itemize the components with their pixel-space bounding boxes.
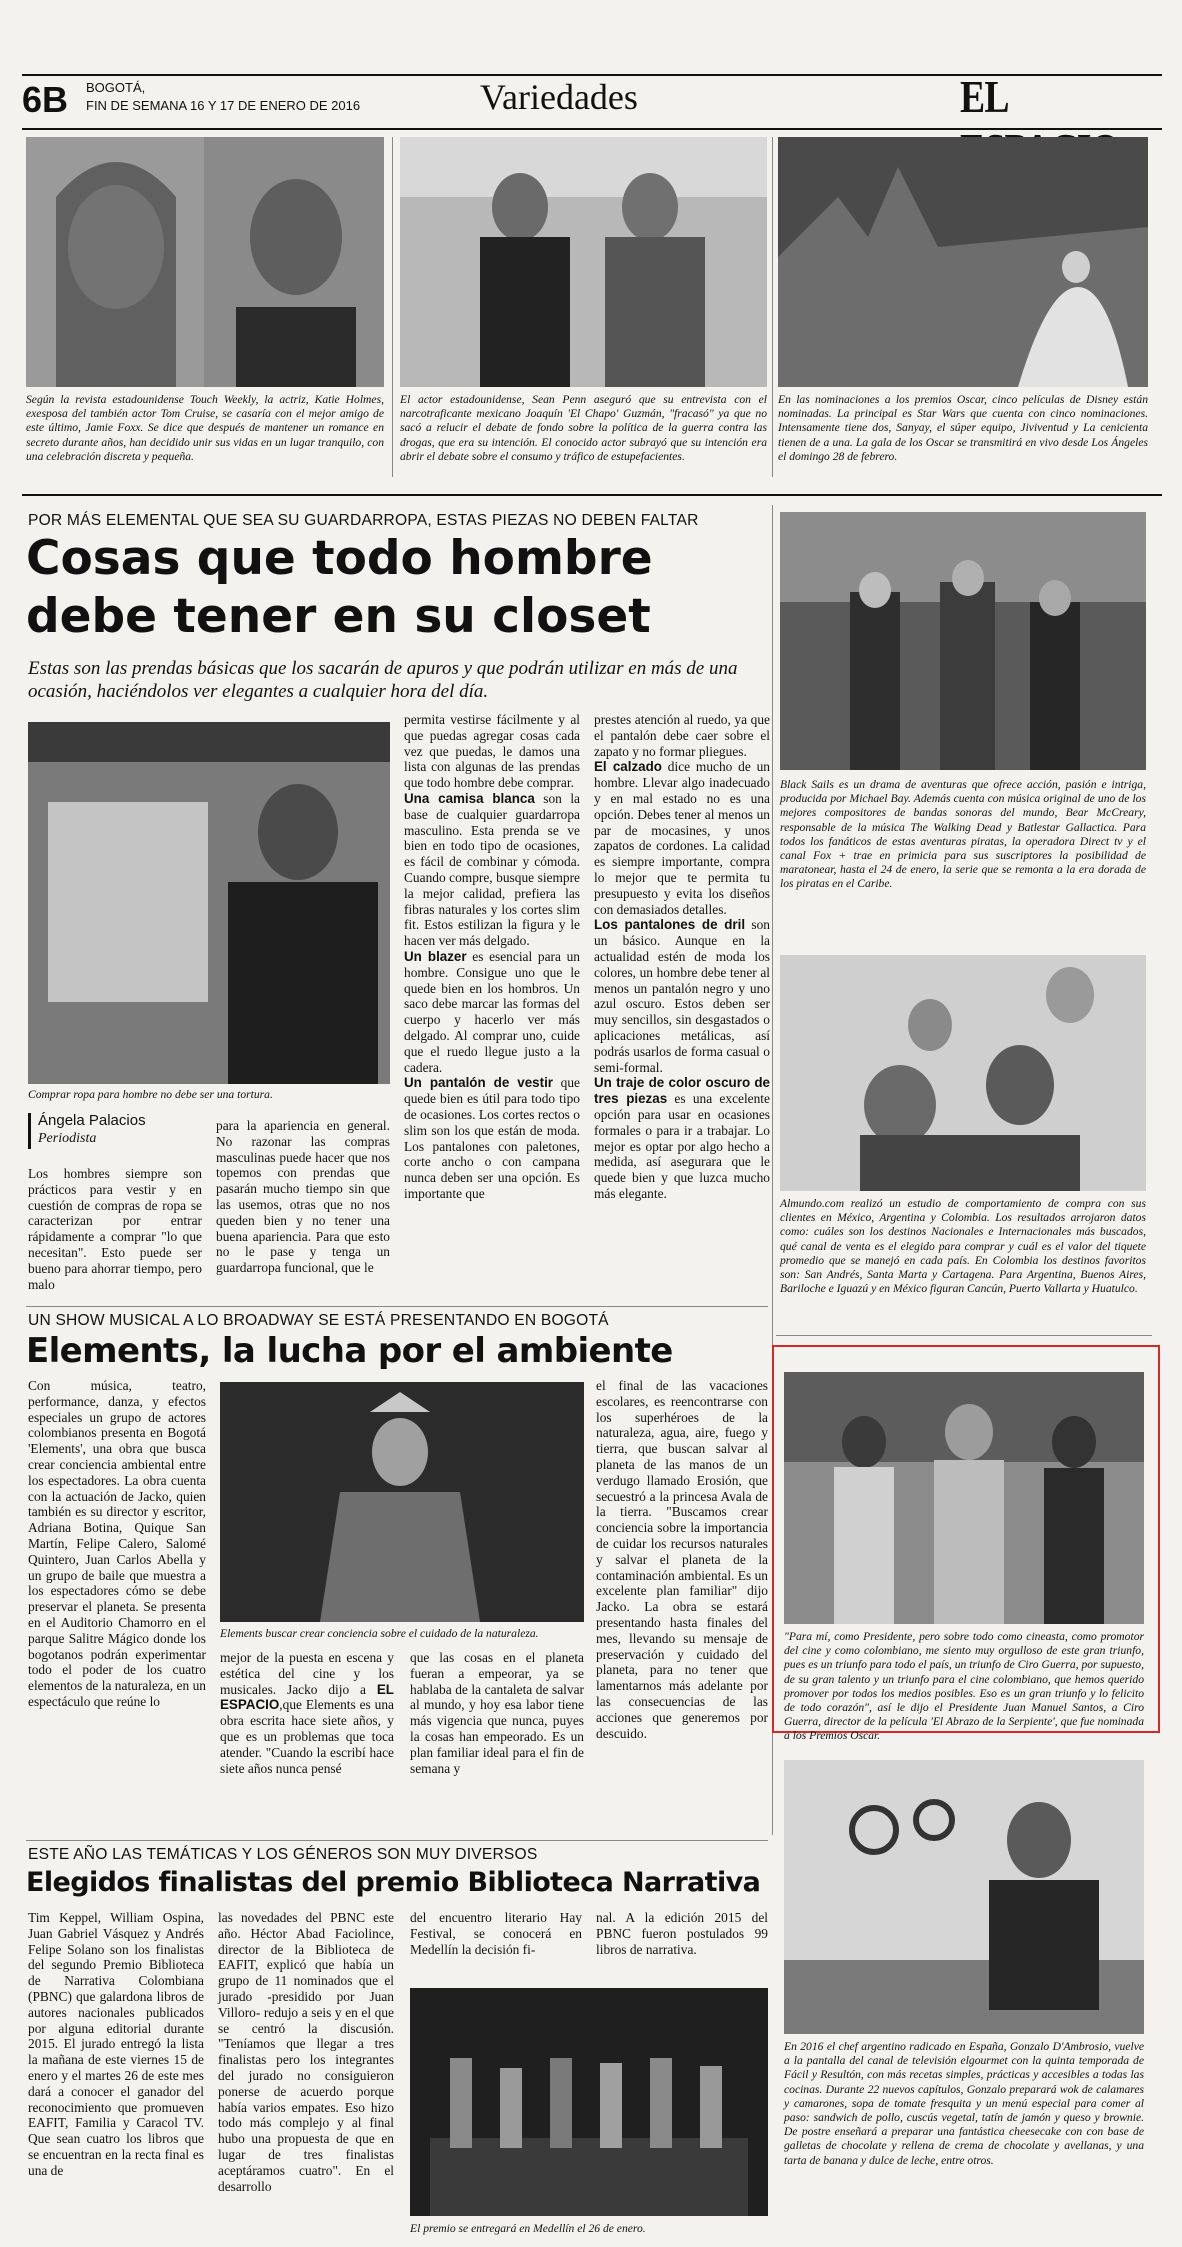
premio-col-4: nal. A la edición 2015 del PBNC fueron postulados 99 libros de narrativa.: [596, 1910, 768, 1957]
closet-photo: [28, 722, 390, 1084]
page-number: 6B: [22, 79, 69, 120]
almundo-photo: [780, 955, 1146, 1191]
photo-placeholder-icon: [400, 137, 767, 387]
photo-placeholder-icon: [26, 137, 384, 387]
closet-deck: Estas son las prendas básicas que los sacarán de apuros y que podrán utilizar en más de una ocasión, haciéndolos ver elegantes a cualquier hora del día.: [28, 658, 738, 702]
closet-col-3-intro: permita vestirse fácilmente y al que puedas agregar cosas cada vez que puedas, le damos una lista con algunas de las prendas que todo hombre debe comprar.: [404, 712, 580, 791]
closet-col-4-intro: prestes atención al ruedo, ya que el pantalón debe caer sobre el zapato y no formar pliegues.: [594, 712, 770, 759]
penn-chapo-photo: [400, 137, 767, 387]
author-name: Ángela Palacios: [38, 1112, 146, 1129]
closet-title-1: Cosas que todo hombre: [26, 531, 653, 586]
closet-col-3: [404, 712, 580, 1202]
elements-col-4: el final de las vacaciones escolares, es reencontrarse con los superhéroes de la naturaleza, agua, aire, fuego y tierra, que buscan salvar al planeta de las manos de un verdugo llamado Erosión, que secuestró a la princesa Avala de la tierra. "Buscamos crear conciencia sobre la importancia de cuidar los recursos naturales y salvar el planeta de la contaminación ambiental. Es un excelente plan familiar" dijo Jacko. La obra se estará presentando hasta finales del mes, llevando su mensaje de preservación y cuidado del planeta, para no tener que lamentarnos más adelante por las consecuencias de las acciones que generemos por descuido.: [596, 1378, 768, 1741]
camisa-text: son la base de cualquier guardarropa masculino. Esta prenda se ve bien en todo tipo de ocasiones, es fácil de combinar y cómoda. Cuando compre, busque siempre la mejor calidad, prefiera las fibras naturales y los cortes slim fit. Estos estilizan la figura y le hacen ver más delgado.: [404, 790, 580, 949]
author-role: Periodista: [38, 1131, 97, 1146]
top-row-bottom-rule: [22, 494, 1162, 496]
elements-photo-caption: Elements buscar crear conciencia sobre el cuidado de la naturaleza.: [220, 1627, 539, 1640]
closet-col-4: [594, 712, 770, 1202]
penn-caption: El actor estadounidense, Sean Penn aseguró que su entrevista con el narcotraficante mexicano Joaquín 'El Chapo' Guzmán, "fracasó" ya que no sacó a relucir el debate de fondo sobre la política de la guerra contra las drogas, que era su intención. El conocido actor subrayó que su intención era abrir el debate sobre el consumo y tráfico de estupefacientes.: [400, 393, 767, 463]
elements-col-2-a: mejor de la puesta en escena y estética del cine y los musicales. Jacko dijo a: [220, 1650, 394, 1697]
premio-photo: [410, 1988, 768, 2216]
elements-col-2-b: ,que Elements es una obra escrita hace siete años, y que es un problemas que toca atender. "Cuando la escribí hace siete años nunca pensé: [220, 1697, 394, 1776]
photo-placeholder-icon: [784, 1372, 1144, 1624]
elements-col-2: [220, 1650, 394, 1776]
abrazo-serpiente-photo: [784, 1372, 1144, 1624]
photo-placeholder-icon: [778, 137, 1148, 387]
header-bottom-rule: [22, 128, 1162, 130]
pantalon-lead: Un pantalón de vestir: [404, 1075, 554, 1091]
elements-top-rule: [26, 1306, 768, 1307]
blazer-lead: Un blazer: [404, 948, 467, 964]
blazer-text: es esencial para un hombre. Consigue uno que le quede bien en los hombros. Un saco debe marcar las formas del cuerpo y hacerlo ver más delgado. Al comprar uno, cuide que el ruedo llegue justo a la cadera.: [404, 948, 580, 1075]
traje-lead: Un traje de color oscuro de tres piezas: [594, 1075, 770, 1107]
disney-caption: En las nominaciones a los premios Oscar, cinco películas de Disney están nominadas. La principal es Star Wars que cuenta con cinco nominaciones. Intensamente tiene dos, Sanyay, el súper equipo, Jiviventud y La cenicienta tienen de a una. La gala de los Oscar se transmitirá en vivo desde Los Ángeles el domingo 28 de febrero.: [778, 393, 1148, 463]
top-divider-1: [392, 137, 393, 477]
header-date: FIN DE SEMANA 16 Y 17 DE ENERO DE 2016: [86, 98, 361, 113]
photo-placeholder-icon: [28, 722, 390, 1084]
right-box-rule: [776, 1335, 1152, 1336]
elements-col-3: que las cosas en el planeta fueran a empeorar, ya se hablaba de la cantaleta de salvar al mundo, y hoy esa labor tiene más vigencia que nunca, puyes la cosas han empeorado. Es un plan familiar ideal para el fin de semana y: [410, 1650, 584, 1776]
elements-title: Elements, la lucha por el ambiente: [26, 1331, 673, 1371]
holmes-caption: Según la revista estadounidense Touch Weekly, la actriz, Katie Holmes, exesposa del también actor Tom Cruise, se casaría con el mejor amigo de este último, Jamie Foxx. Se dice que después de mantener un romance en secreto durante años, han decidido unir sus vidas en un lugar tranquilo, con una celebración discreta y pequeña.: [26, 393, 384, 463]
elements-kicker: UN SHOW MUSICAL A LO BROADWAY SE ESTÁ PRESENTANDO EN BOGOTÁ: [28, 1312, 609, 1329]
chef-photo: [784, 1760, 1144, 2034]
premio-top-rule: [26, 1840, 768, 1841]
premio-col-1: Tim Keppel, William Ospina, Juan Gabriel Vásquez y Andrés Felipe Solano son los finalistas del segundo Premio Biblioteca de Narrativa Colombiana (PBNC) que galardona libros de autores nacionales publicados por alguna editorial durante 2015. El jurado entregó la lista la mañana de este viernes 15 de enero y el martes 26 de este mes dará a conocer el ganador del reconocimiento que promueven EAFIT, Familia y Caracol TV. Que sean cuatro los libros que se encuentran en la recta final es una de: [28, 1910, 204, 2178]
calzado-text: dice mucho de un hombre. Llevar algo inadecuado y en mal estado no es una opción. Debes tener al menos un par de mocasines, y unos zapatos de cordones. La calidad es siempre importante, compra lo mejor que te permita tu presupuesto y evita los diseños con demasiados detalles.: [594, 759, 770, 917]
closet-kicker: POR MÁS ELEMENTAL QUE SEA SU GUARDARROPA, ESTAS PIEZAS NO DEBEN FALTAR: [28, 512, 699, 529]
photo-placeholder-icon: [780, 512, 1146, 770]
premio-col-3: del encuentro literario Hay Festival, se conocerá en Medellín la decisión fi-: [410, 1910, 582, 1957]
closet-photo-caption: Comprar ropa para hombre no debe ser una tortura.: [28, 1088, 273, 1101]
elements-photo: [220, 1382, 584, 1622]
disney-photo: [778, 137, 1148, 387]
premio-photo-caption: El premio se entregará en Medellín el 26 de enero.: [410, 2222, 646, 2235]
premio-kicker: ESTE AÑO LAS TEMÁTICAS Y LOS GÉNEROS SON MUY DIVERSOS: [28, 1846, 538, 1863]
chef-caption: En 2016 el chef argentino radicado en España, Gonzalo D'Ambrosio, vuelve a la pantalla del canal de televisión elgourmet con la quinta temporada de Fácil y Resultón, con más recetas simples, prácticas y accesibles a todas las cocinas. Durante 22 nuevos capítulos, Gonzalo preparará wok de calamares y camarones, sopa de tomate fresquita y un menú especial para comer al paso: sandwich de pollo, cuscús vegetal, tatín de jamón y queso y brownie. De postre enseñará a preparar una fantástica cheesecake con con base de galletas de chocolate y rellena de crema de chocolate y avellanas, y una tarta de banana y dulce de leche, entre otros.: [784, 2040, 1144, 2167]
elements-col-1: Con música, teatro, performance, danza, y efectos especiales un grupo de actores colombianos presenta en Bogotá 'Elements', una obra que busca crear conciencia ambiental entre los espectadores. La obra cuenta con la actuación de Jacko, quien también es su director y escritor, Adriana Botina, Quique San Martín, Felipe Calero, Salomé Quintero, Juan Carlos Abella y un grupo de baile que muestra a los espectadores cómo se debe preservar el planeta. Se presenta en el Auditorio Chamorro en el parque Salitre Mágico donde los bogotanos podrán experimentar todo el poder de los cuatro elementos de la naturaleza, en un espectáculo que reúne lo: [28, 1378, 206, 1709]
calzado-lead: El calzado: [594, 759, 662, 775]
traje-text: es una excelente opción para usar en ocasiones formales o para ir a trabajar. Lo mejor es optar por algo hecho a medida, así asegurara que le quede bien y que luzca mucho más elegante.: [594, 1091, 770, 1201]
author-bar: [28, 1113, 31, 1149]
closet-col-1: Los hombres siempre son prácticos para vestir y en cuestión de compras de ropa se caracterizan por entrar rápidamente a comprar "lo que necesitan". Esto puede ser bueno para ahorrar tiempo, pero malo: [28, 1166, 202, 1292]
dril-lead: Los pantalones de dril: [594, 917, 746, 933]
photo-placeholder-icon: [220, 1382, 584, 1622]
top-divider-2: [772, 137, 773, 477]
photo-placeholder-icon: [410, 1988, 768, 2216]
black-sails-caption: Black Sails es un drama de aventuras que ofrece acción, pasión e intriga, producida por Michael Bay. Además cuenta con música original de uno de los mejores compositores de bandas sonoras del mundo, Bear McCreary, responsable de la música The Walking Dead y Batlestar Gallactica. Para todos los fanáticos de estas aventuras piratas, la operadora Direct tv y el canal Fox + trae en primicia para sus suscriptores la posibilidad de maratonear, hasta el 24 de enero, la serie que se remonta a la era dorada de los piratas en el Caribe.: [780, 778, 1146, 891]
abrazo-caption: "Para mí, como Presidente, pero sobre todo como cineasta, como promotor del cine y como colombiano, me siento muy orgulloso de este gran triunfo, pues es un triunfo para todo el país, un triunfo de Ciro Guerra, por supuesto, de su gran talento y un triunfo para el cine colombiano, que hemos querido promover por todos los medios posibles. Eso es un gran triunfo y lo felicito de todo corazón", así le dijo el Presidente Juan Manuel Santos, a Ciro Guerra, director de la película 'El Abrazo de la Serpiente', que fue nominada a los Premios Oscar.: [784, 1630, 1144, 1743]
premio-col-2: las novedades del PBNC este año. Héctor Abad Faciolince, director de la Biblioteca de EAFIT, explicó que había un grupo de 11 nominados que el jurado -presidido por Juan Villoro- redujo a seis y en el que se centró la discusión. "Teníamos que llegar a tres finalistas pero los integrantes del jurado no consiguieron ponerse de acuerdo porque había varios empates. Eso hizo todo más complejo y al final hubo una propuesta de que en lugar de tres finalistas aceptáramos cuatro". En el desarrollo: [218, 1910, 394, 2194]
closet-title-2: debe tener en su closet: [26, 589, 651, 644]
dril-text: son un básico. Aunque en la actualidad estén de moda los colores, un hombre debe tener al menos un pantalón negro y uno azul oscuro. Estos deben ser muy sencillos, sin desgastados o aplicaciones metálicas, así podrás usarlos de forma casual o semi-formal.: [594, 917, 770, 1075]
paper-logo: EL: [960, 71, 1007, 122]
elements-paper-mention: EL ESPACIO: [220, 1681, 394, 1713]
header-city: BOGOTÁ,: [86, 80, 146, 95]
photo-placeholder-icon: [780, 955, 1146, 1191]
photo-placeholder-icon: [784, 1760, 1144, 2034]
almundo-caption: Almundo.com realizó un estudio de comportamiento de compra con sus clientes en México, Argentina y Colombia. Los resultados arrojaron datos como: cuáles son los destinos Nacionales e Internacionales más buscados, qué canal de venta es el elegido para comprar y cuál es el valor del tiquete promedio que se manejó en cada país. En Colombia los destinos favoritos son: San Andrés, Santa Marta y Cartagena. Para Argentina, Buenos Aires, Bariloche e Iguazú y en México figuran Cancún, Puerto Vallarta y Huatulco.: [780, 1197, 1146, 1296]
closet-col-2: para la apariencia en general. No razonar las compras masculinas puede hacer que nos topemos con prendas que pasarán mucho tiempo sin que las usemos, otras que no nos queden bien y no tener una buena apariencia. Para que esto no le pase y tenga un guardarropa funcional, que le: [216, 1118, 390, 1276]
camisa-lead: Una camisa blanca: [404, 790, 535, 806]
pantalon-text: que quede bien es útil para todo tipo de ocasiones. Los cortes rectos o slim son los que están de moda. Los pantalones con paletones, corte ancho o con campana nunca deben ser una opción. Es importante que: [404, 1075, 580, 1201]
black-sails-photo: [780, 512, 1146, 770]
holmes-foxx-photo: [26, 137, 384, 387]
premio-title: Elegidos finalistas del premio Biblioteca Narrativa: [26, 1867, 761, 1898]
section-title: Variedades: [480, 77, 638, 117]
